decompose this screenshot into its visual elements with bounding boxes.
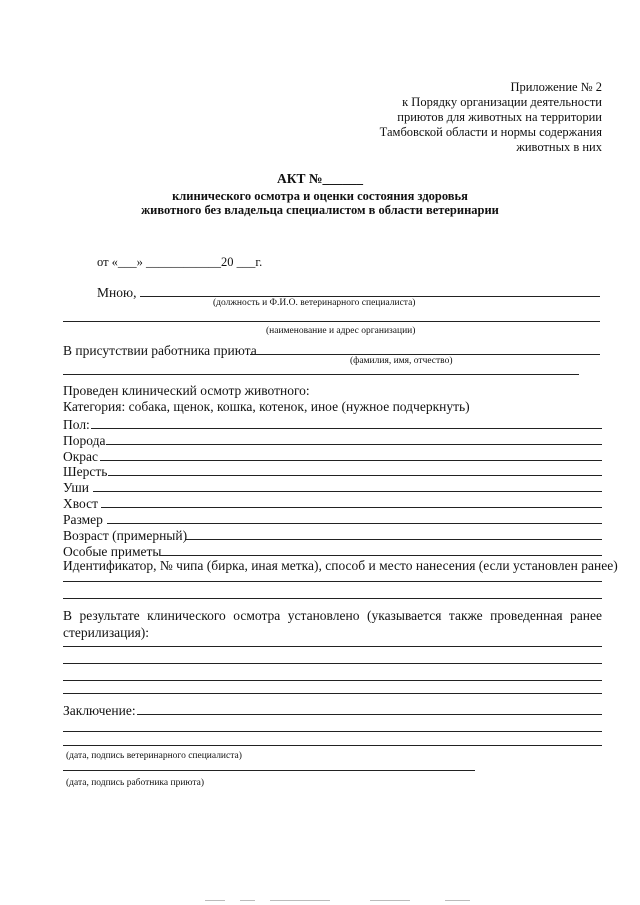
- field-marks-line[interactable]: [160, 555, 602, 556]
- field-sex-label: Пол:: [63, 417, 90, 432]
- worker-signature-line[interactable]: [63, 770, 475, 771]
- result-line-4[interactable]: [63, 693, 602, 694]
- conclusion-line-3[interactable]: [63, 745, 602, 746]
- presence-line[interactable]: [250, 354, 600, 355]
- field-size-label: Размер: [63, 512, 103, 527]
- title-line-1: клинического осмотра и оценки состояния здоровья: [172, 189, 468, 203]
- field-breed-label: Порода: [63, 433, 106, 448]
- field-age-label: Возраст (примерный): [63, 528, 188, 543]
- field-sex-line[interactable]: [91, 428, 602, 429]
- identifier-line-2[interactable]: [63, 598, 602, 599]
- identifier-line-1[interactable]: [63, 581, 602, 582]
- field-age-line[interactable]: [186, 539, 602, 540]
- field-size-line[interactable]: [107, 523, 602, 524]
- result-line-3[interactable]: [63, 680, 602, 681]
- field-breed-line[interactable]: [106, 444, 602, 445]
- field-coat-label: Шерсть: [63, 464, 108, 479]
- field-tail-label: Хвост: [63, 496, 99, 511]
- appendix-line-5: животных в них: [516, 140, 602, 154]
- result-line-1[interactable]: [63, 646, 602, 647]
- conclusion-label: Заключение:: [63, 703, 136, 718]
- presence-label: В присутствии работника приюта: [63, 343, 257, 358]
- field-ears-label: Уши: [63, 480, 89, 495]
- presence-hint: (фамилия, имя, отчество): [350, 356, 453, 366]
- vet-signature-hint: (дата, подпись ветеринарного специалиста): [66, 751, 242, 761]
- org-hint: (наименование и адрес организации): [266, 326, 416, 336]
- field-identifier-label: Идентификатор, № чипа (бирка, иная метка), способ и место нанесения (если установлен ранее): [63, 558, 618, 573]
- worker-signature-hint: (дата, подпись работника приюта): [66, 778, 205, 788]
- conclusion-line-1[interactable]: [137, 714, 602, 715]
- field-coat-line[interactable]: [108, 475, 602, 476]
- appendix-line-4: Тамбовской области и нормы содержания: [379, 125, 602, 139]
- field-tail-line[interactable]: [101, 507, 602, 508]
- me-label: Мною,: [97, 285, 137, 300]
- exam-intro: Проведен клинический осмотр животного:: [63, 383, 310, 398]
- result-line-2[interactable]: [63, 663, 602, 664]
- title-line-2: животного без владельца специалистом в области ветеринарии: [141, 203, 499, 217]
- exam-category: Категория: собака, щенок, кошка, котенок, иное (нужное подчеркнуть): [63, 399, 470, 414]
- field-marks-label: Особые приметы: [63, 544, 162, 559]
- conclusion-line-2[interactable]: [63, 731, 602, 732]
- field-color-line[interactable]: [100, 460, 602, 461]
- field-color-label: Окрас: [63, 449, 99, 464]
- appendix-line-3: приютов для животных на территории: [397, 110, 602, 124]
- presence-line-2[interactable]: [63, 374, 579, 375]
- appendix-line-1: Приложение № 2: [510, 80, 602, 94]
- org-line[interactable]: [63, 321, 600, 322]
- me-line[interactable]: [140, 296, 600, 297]
- appendix-line-2: к Порядку организации деятельности: [402, 95, 602, 109]
- me-hint: (должность и Ф.И.О. ветеринарного специалиста): [213, 298, 416, 308]
- result-text: В результате клинического осмотра установлено (указывается также проведенная ранее стерилизация):: [63, 608, 602, 640]
- field-ears-line[interactable]: [93, 491, 602, 492]
- act-number: АКТ №______: [277, 171, 363, 186]
- date-field: от «___» ____________20 ___г.: [97, 255, 263, 269]
